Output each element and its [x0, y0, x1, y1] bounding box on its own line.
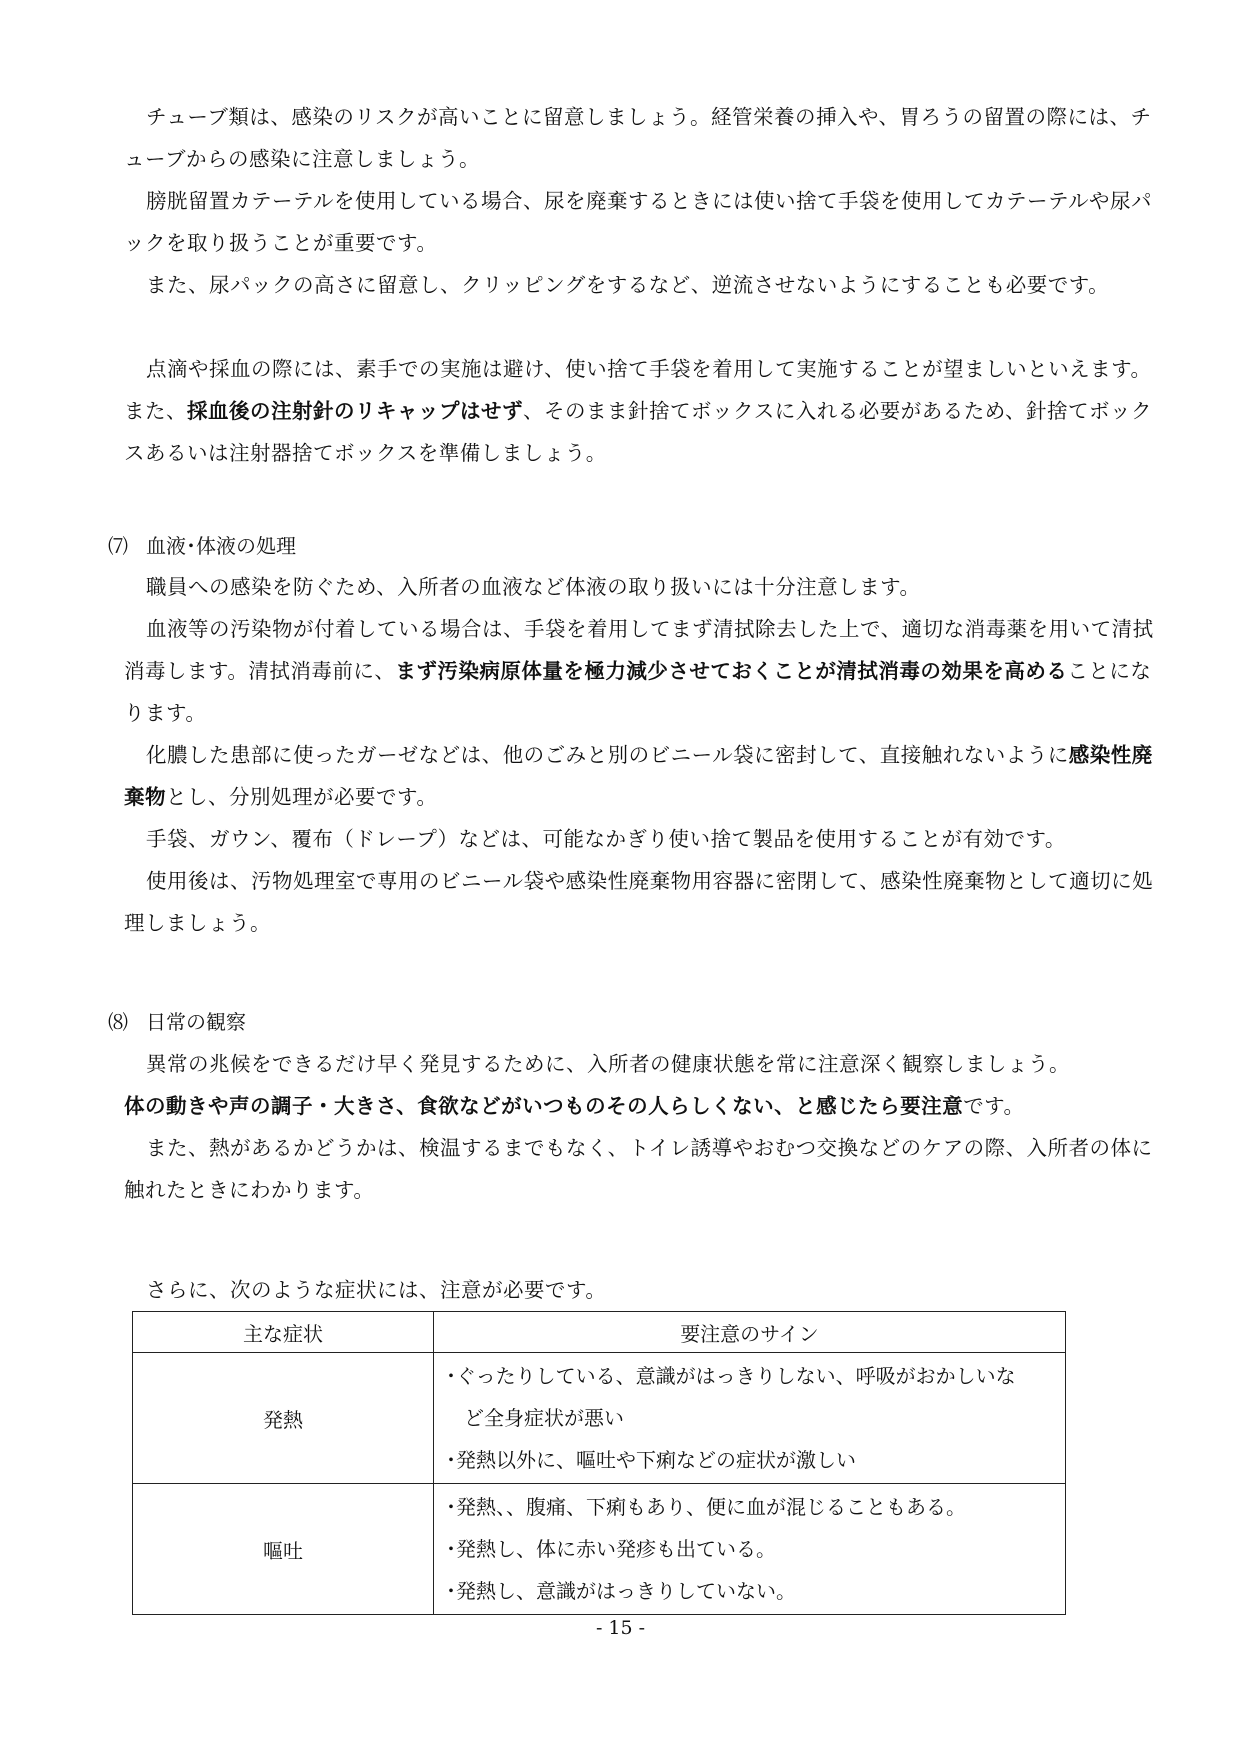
paragraph-blood-intro: 職員への感染を防ぐため、入所者の血液など体液の取り扱いには十分注意します。 — [146, 575, 921, 599]
sign-item: ど全身症状が悪い — [464, 1406, 624, 1430]
paragraph-disposables: 手袋、ガウン、覆布（ドレープ）などは、可能なかぎり使い捨て製品を使用することが有効です。 — [146, 827, 1066, 851]
paragraph-fever-check: また、熱があるかどうかは、検温するまでもなく、トイレ誘導やおむつ交換などのケアの際、入所者の体に触れたときにわかります。 — [124, 1136, 1153, 1202]
paragraph-contaminants: 血液等の汚染物が付着している場合は、手袋を着用してまず清拭除去した上で、適切な消毒薬を用いて清拭消毒します。清拭消毒前に、まず汚染病原体量を極力減少させておくことが清拭消毒の効果を高めることになります。 — [124, 617, 1154, 725]
emphasis-reduce-pathogens: まず汚染病原体量を極力減少させておくことが清拭消毒の効果を高める — [395, 659, 1068, 683]
table-intro: さらに、次のような症状には、注意が必要です。 — [146, 1278, 607, 1302]
symptom-cell: 嘔吐 — [133, 1484, 434, 1615]
section-number: ⑺ — [108, 534, 128, 558]
paragraph-catheter: 膀胱留置カテーテルを使用している場合、尿を廃棄するときには使い捨て手袋を使用してカテーテルや尿パックを取り扱うことが重要です。 — [124, 189, 1152, 255]
section-title: 日常の観察 — [146, 1010, 246, 1034]
sign-item: ･発熱以外に、嘔吐や下痢などの症状が激しい — [446, 1448, 856, 1472]
emphasis-infectious-waste: 感染性廃棄物 — [124, 743, 1153, 809]
paragraph-gauze: 化膿した患部に使ったガーゼなどは、他のごみと別のビニール袋に密封して、直接触れないように感染性廃棄物とし、分別処理が必要です。 — [124, 743, 1153, 809]
column-header-signs: 要注意のサイン — [434, 1312, 1066, 1353]
paragraph-after-use: 使用後は、汚物処理室で専用のビニール袋や感染性廃棄物用容器に密閉して、感染性廃棄物として適切に処理しましょう。 — [124, 869, 1154, 935]
paragraph-observation: 異常の兆候をできるだけ早く発見するために、入所者の健康状態を常に注意深く観察しましょう。 — [146, 1052, 1070, 1076]
section-title: 血液･体液の処理 — [146, 534, 296, 558]
section-heading-8 — [108, 1002, 246, 1042]
page-number: - 15 - — [595, 1617, 646, 1639]
paragraph-tubes: チューブ類は、感染のリスクが高いことに留意しましょう。経管栄養の挿入や、胃ろうの留置の際には、チューブからの感染に注意しましょう。 — [124, 105, 1152, 171]
sign-item: ･ぐったりしている、意識がはっきりしない、呼吸がおかしいな — [446, 1364, 1016, 1388]
sign-item: ･発熱し、意識がはっきりしていない。 — [446, 1579, 796, 1603]
emphasis-recap: 採血後の注射針のリキャップはせず — [187, 399, 523, 423]
sign-item: ･発熱し、体に赤い発疹も出ている。 — [446, 1537, 776, 1561]
section-number: ⑻ — [108, 1010, 128, 1034]
table-row — [133, 1484, 1066, 1615]
symptoms-table — [132, 1311, 1066, 1615]
symptom-cell: 発熱 — [133, 1353, 434, 1484]
sign-item: ･発熱、、腹痛、下痢もあり、便に血が混じることもある。 — [446, 1495, 966, 1519]
paragraph-infusion: 点滴や採血の際には、素手での実施は避け、使い捨て手袋を着用して実施することが望ましいといえます。また、採血後の注射針のリキャップはせず、そのまま針捨てボックスに入れる必要があるため、針捨てボックスあるいは注射器捨てボックスを準備しましょう。 — [124, 357, 1152, 465]
signs-cell — [434, 1484, 1066, 1615]
table-header-row — [133, 1312, 1066, 1353]
column-header-symptom: 主な症状 — [133, 1312, 434, 1353]
signs-cell — [434, 1353, 1066, 1484]
paragraph-warning-signs: 体の動きや声の調子・大きさ、食欲などがいつものその人らしくない、と感じたら要注意です。 — [124, 1094, 1025, 1118]
paragraph-urine-pack: また、尿パックの高さに留意し、クリッピングをするなど、逆流させないようにすることも必要です。 — [146, 273, 1110, 297]
emphasis-caution: 体の動きや声の調子・大きさ、食欲などがいつものその人らしくない、と感じたら要注意 — [124, 1094, 964, 1118]
section-heading-7 — [108, 526, 296, 566]
table-row — [133, 1353, 1066, 1484]
